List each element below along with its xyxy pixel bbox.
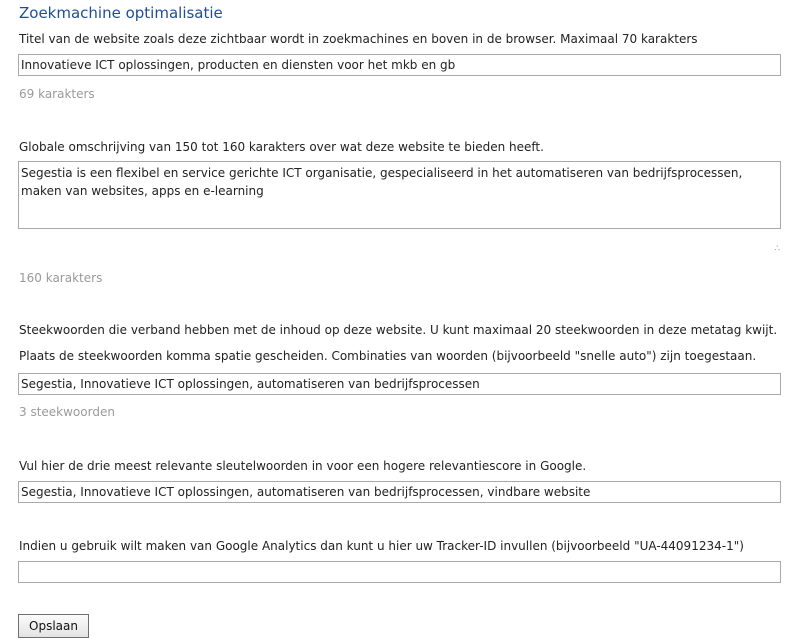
title-field-label: Titel van de website zoals deze zichtbaar wordt in zoekmachines en boven in de browser. Maximaal 70 karakters	[19, 32, 698, 46]
keywords-input[interactable]	[18, 373, 781, 395]
relevant-keywords-input[interactable]	[18, 481, 781, 503]
save-button[interactable]: Opslaan	[18, 614, 89, 638]
analytics-tracker-input[interactable]	[18, 561, 781, 583]
site-title-input[interactable]	[18, 54, 781, 76]
keywords-counter: 3 steekwoorden	[19, 405, 115, 419]
keywords-field-label: Steekwoorden die verband hebben met de inhoud op deze website. U kunt maximaal 20 steekwoorden in deze metatag kwijt. Plaats de steekwoorden komma spatie gescheiden. Combinaties van woorden (bijvoorbeeld "snelle auto") zijn toegestaan.	[19, 323, 778, 363]
page-title: Zoekmachine optimalisatie	[19, 4, 223, 22]
description-field-label: Globale omschrijving van 150 tot 160 karakters over wat deze website te bieden heeft.	[19, 140, 544, 154]
resize-grip-icon[interactable]: ∴	[774, 244, 780, 254]
analytics-field-label: Indien u gebruik wilt maken van Google Analytics dan kunt u hier uw Tracker-ID invullen (bijvoorbeeld "UA-44091234-1")	[19, 539, 744, 553]
site-description-textarea[interactable]	[18, 161, 781, 229]
relevance-field-label: Vul hier de drie meest relevante sleutelwoorden in voor een hogere relevantiescore in Google.	[19, 459, 587, 473]
title-char-counter: 69 karakters	[19, 87, 95, 101]
description-char-counter: 160 karakters	[19, 271, 103, 285]
